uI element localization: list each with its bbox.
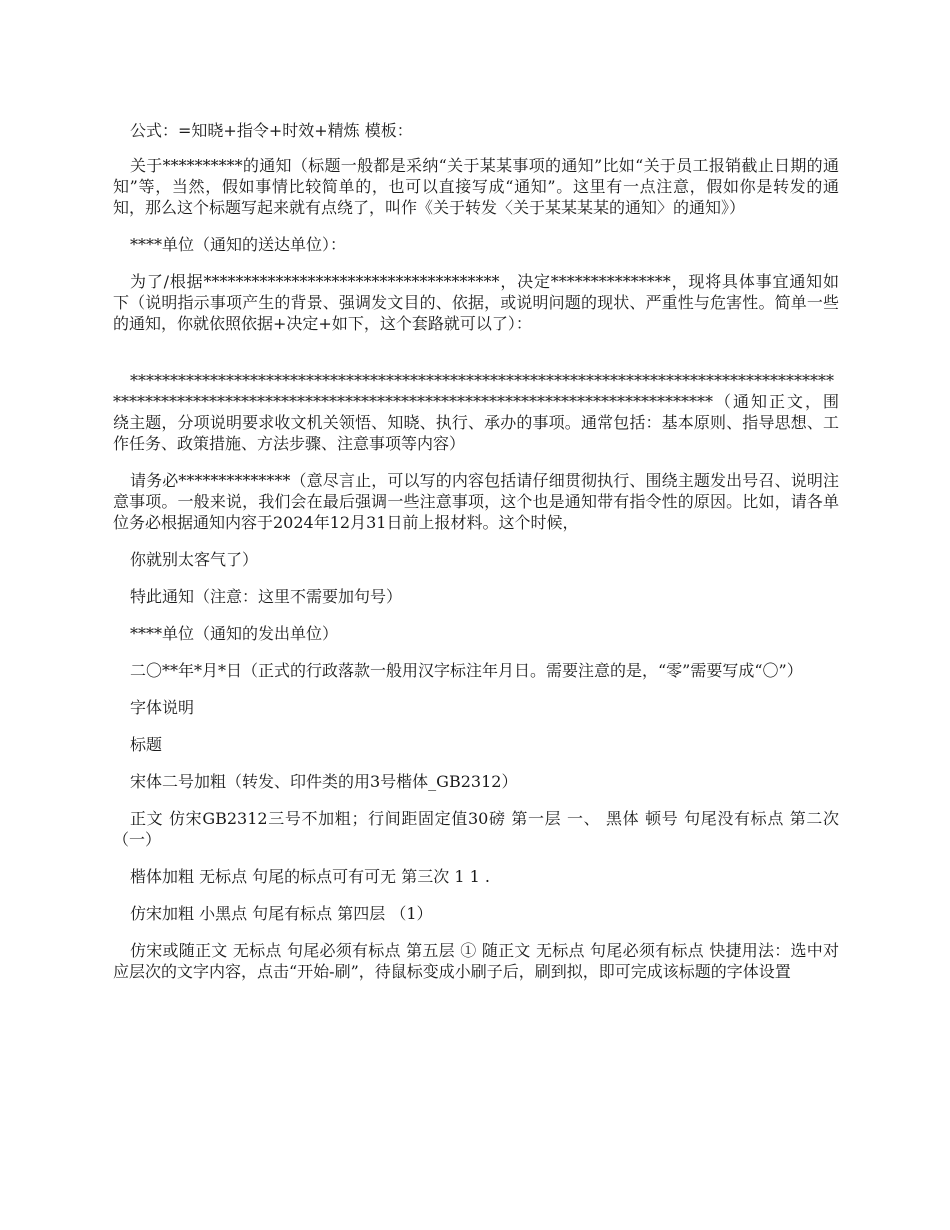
date-line: 二〇**年*月*日（正式的行政落款一般用汉字标注年月日。需要注意的是，“零”需要写成“〇”） xyxy=(130,661,803,680)
issuing-unit-line: ****单位（通知的发出单位） xyxy=(130,624,339,643)
special-notice-line: 特此通知（注意：这里不需要加句号） xyxy=(130,587,403,606)
closing-request-paragraph: 请务必**************（意尽言止，可以写的内容包括请仔细贯彻执行、围绕主题发出号召、说明注意事项。一般来说，我们会在最后强调一些注意事项，这个也是通知带有指令性的原因。比如，请各单位务必根据通知内容于2024年12月31日前上报材料。这个时候， xyxy=(113,471,839,532)
formula-line: 公式：=知晓+指令+时效+精炼 模板： xyxy=(130,121,413,140)
title-heading: 标题 xyxy=(130,735,163,754)
title-font-line: 宋体二号加粗（转发、印件类的用3号楷体_GB2312） xyxy=(130,772,518,791)
level-five-paragraph: 仿宋或随正文 无标点 句尾必须有标点 第五层 ① 随正文 无标点 句尾必须有标点 快捷用法：选中对应层次的文字内容，点击“开始-刷”，待鼠标变成小刷子后，刷到拟，即可完成该标题的字体设置 xyxy=(113,941,839,981)
document-page xyxy=(113,120,839,982)
recipient-unit-paragraph: ****单位（通知的送达单位）： xyxy=(130,235,347,254)
font-guide-heading: 字体说明 xyxy=(130,698,195,717)
notice-purpose-paragraph: 为了/根据*************************************，决定***************，现将具体事宜通知如下（说明指示事项产生的背景、强调发文目的、依据，或说明问题的现状、严重性与危害性。简单一些的通知，你就依照依据+决定+如下，这个套路就可以了）： xyxy=(113,272,839,333)
closing-request-continued: 你就别太客气了） xyxy=(130,550,259,569)
body-font-paragraph: 正文 仿宋GB2312三号不加粗；行间距固定值30磅 第一层 一、 黑体 顿号 句尾没有标点 第二次 （一） xyxy=(113,809,839,849)
notice-body-paragraph: *******************************************************************************************************************************************************************（通知正文，围绕主题，分项说明要求收文机关领悟、知晓、执行、承办的事项。通常包括：基本原则、指导思想、工作任务、政策措施、方法步骤、注意事项等内容） xyxy=(113,371,839,453)
level-four-line: 仿宋加粗 小黑点 句尾有标点 第四层 （1） xyxy=(130,904,433,923)
notice-title-paragraph: 关于**********的通知（标题一般都是采纳“关于某某事项的通知”比如“关于员工报销截止日期的通知”等，当然，假如事情比较简单的，也可以直接写成“通知”。这里有一点注意，假如你是转发的通知，那么这个标题写起来就有点绕了，叫作《关于转发〈关于某某某某的通知〉的通知》） xyxy=(113,156,839,217)
level-three-line: 楷体加粗 无标点 句尾的标点可有可无 第三次 1 1 . xyxy=(130,867,490,886)
